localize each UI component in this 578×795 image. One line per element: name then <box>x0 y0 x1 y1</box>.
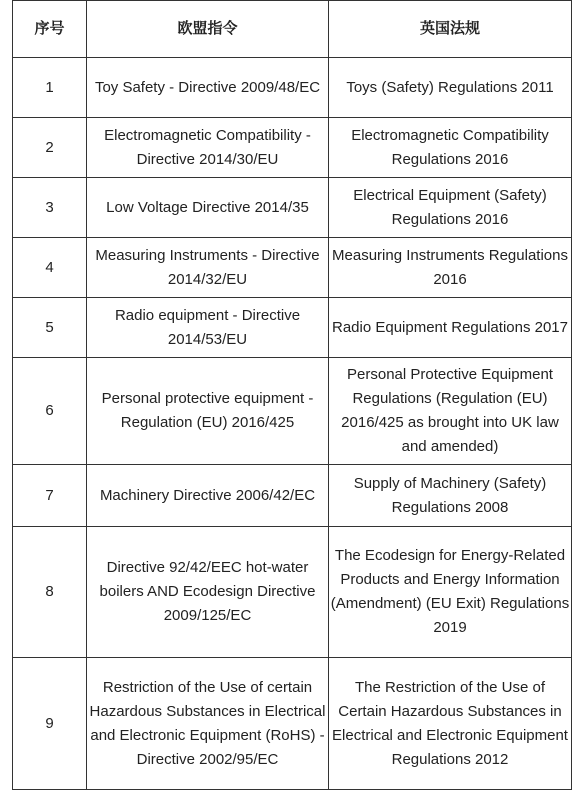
table-row <box>13 658 572 790</box>
uk-regulation-cell: Personal Protective Equipment Regulations (Regulation (EU) 2016/425 as brought into UK law and amended) <box>329 358 572 465</box>
row-number: 4 <box>13 238 87 298</box>
row-number: 7 <box>13 465 87 527</box>
table-row <box>13 178 572 238</box>
row-number: 2 <box>13 118 87 178</box>
uk-regulation-cell: Radio Equipment Regulations 2017 <box>329 298 572 358</box>
header-uk-regulation: 英国法规 <box>329 1 572 58</box>
eu-directive-cell: Machinery Directive 2006/42/EC <box>87 465 329 527</box>
table-row <box>13 358 572 465</box>
table-row <box>13 58 572 118</box>
eu-directive-cell: Restriction of the Use of certain Hazardous Substances in Electrical and Electronic Equipment (RoHS) - Directive 2002/95/EC <box>87 658 329 790</box>
uk-regulation-cell: Toys (Safety) Regulations 2011 <box>329 58 572 118</box>
row-number: 1 <box>13 58 87 118</box>
eu-directive-cell: Low Voltage Directive 2014/35 <box>87 178 329 238</box>
eu-directive-cell: Radio equipment - Directive 2014/53/EU <box>87 298 329 358</box>
regulations-table <box>12 0 572 790</box>
uk-regulation-cell: The Restriction of the Use of Certain Hazardous Substances in Electrical and Electronic Equipment Regulations 2012 <box>329 658 572 790</box>
row-number: 5 <box>13 298 87 358</box>
eu-directive-cell: Measuring Instruments - Directive 2014/32/EU <box>87 238 329 298</box>
eu-directive-cell: Directive 92/42/EEC hot-water boilers AND Ecodesign Directive 2009/125/EC <box>87 527 329 658</box>
table-row <box>13 118 572 178</box>
table-row <box>13 238 572 298</box>
table-row <box>13 465 572 527</box>
uk-regulation-cell: The Ecodesign for Energy-Related Products and Energy Information (Amendment) (EU Exit) Regulations 2019 <box>329 527 572 658</box>
eu-directive-cell: Personal protective equipment - Regulation (EU) 2016/425 <box>87 358 329 465</box>
header-row <box>13 1 572 58</box>
eu-directive-cell: Electromagnetic Compatibility - Directive 2014/30/EU <box>87 118 329 178</box>
header-number: 序号 <box>13 1 87 58</box>
header-eu-directive: 欧盟指令 <box>87 1 329 58</box>
uk-regulation-cell: Electromagnetic Compatibility Regulations 2016 <box>329 118 572 178</box>
row-number: 8 <box>13 527 87 658</box>
row-number: 6 <box>13 358 87 465</box>
row-number: 9 <box>13 658 87 790</box>
table-row <box>13 527 572 658</box>
uk-regulation-cell: Electrical Equipment (Safety) Regulations 2016 <box>329 178 572 238</box>
uk-regulation-cell: Measuring Instruments Regulations 2016 <box>329 238 572 298</box>
uk-regulation-cell: Supply of Machinery (Safety) Regulations 2008 <box>329 465 572 527</box>
table-row <box>13 298 572 358</box>
row-number: 3 <box>13 178 87 238</box>
eu-directive-cell: Toy Safety - Directive 2009/48/EC <box>87 58 329 118</box>
